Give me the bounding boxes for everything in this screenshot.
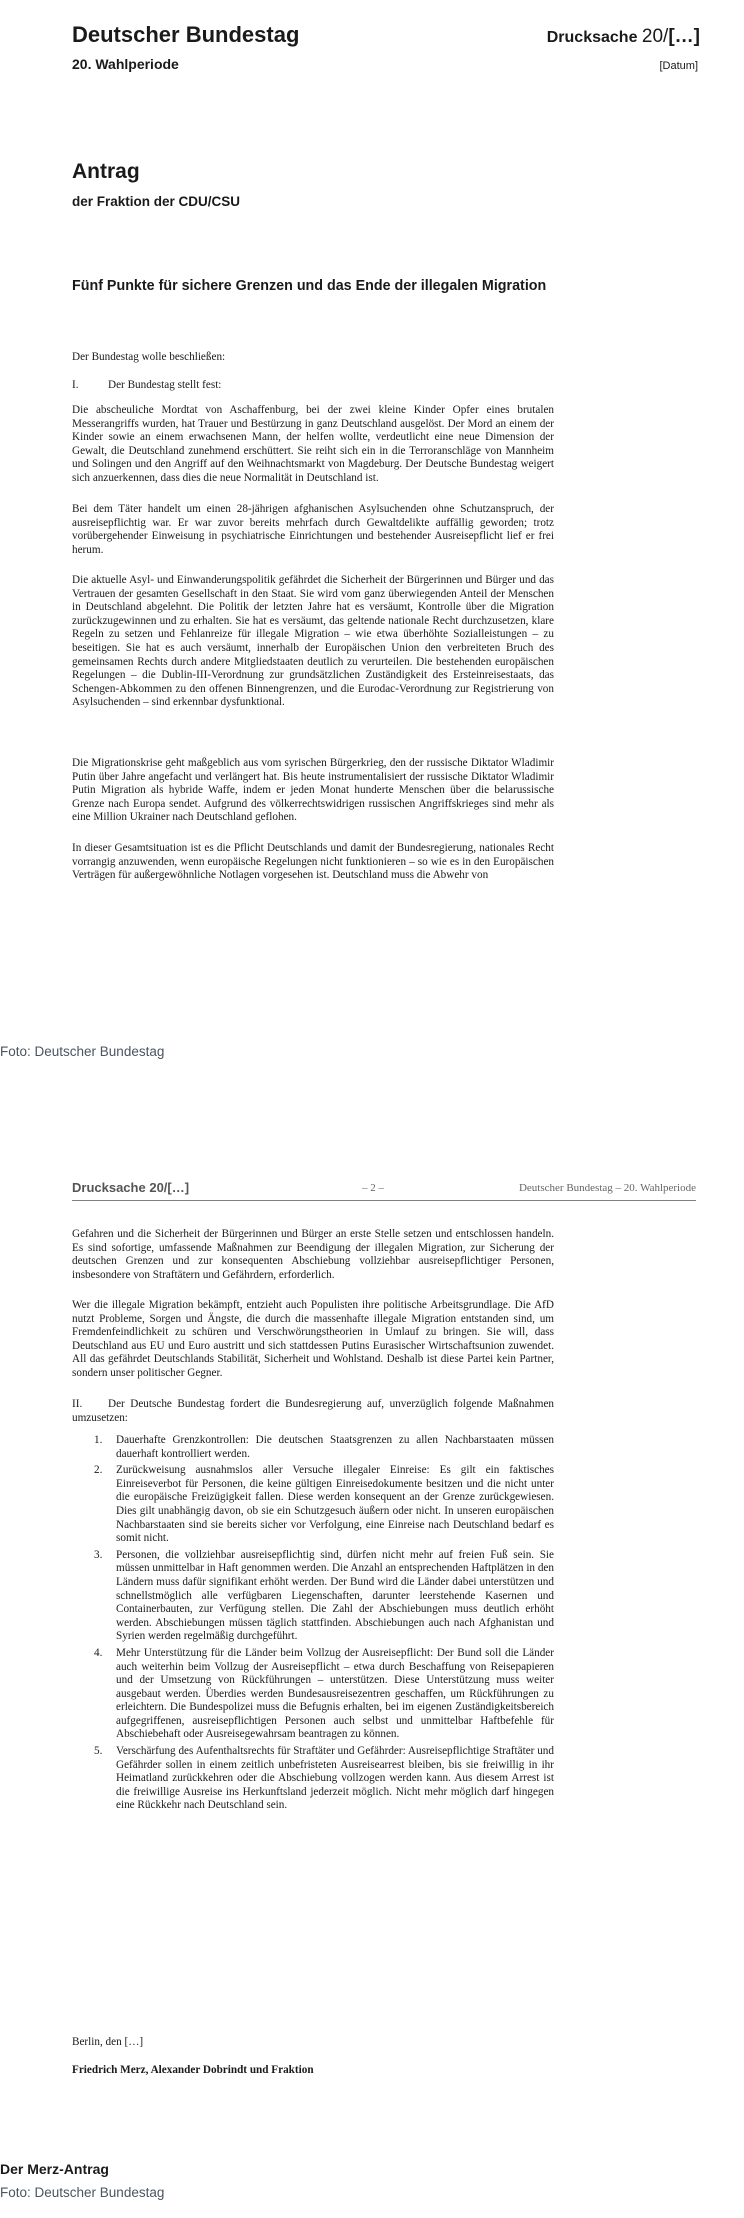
list-item bbox=[94, 1549, 554, 1644]
list-item-number: 4. bbox=[94, 1646, 103, 1659]
list-item-text: Dauerhafte Grenzkontrollen: Die deutschen Staatsgrenzen zu allen Nachbarstaaten müssen dauerhaft kontrolliert werden. bbox=[116, 1434, 554, 1460]
paragraph: In dieser Gesamtsituation ist es die Pflicht Deutschlands und damit der Bundesregierung, nationales Recht vorrangig anzuwenden, wenn europäische Regelungen nicht funktionieren – so wie es in den Europäischen Verträgen für außergewöhnliche Notlagen vorgesehen ist. Deutschland muss die Abwehr von bbox=[72, 842, 554, 882]
list-item-number: 1. bbox=[94, 1434, 103, 1446]
list-item bbox=[94, 1745, 554, 1813]
faction-line: der Fraktion der CDU/CSU bbox=[72, 194, 241, 209]
list-item-number: 3. bbox=[94, 1548, 103, 1561]
drucksache-label: Drucksache bbox=[546, 29, 638, 46]
section-number-1: I. bbox=[72, 379, 79, 391]
drucksache-number: 20/ bbox=[641, 26, 669, 47]
page-number: – 2 – bbox=[362, 1182, 384, 1194]
list-item-number: 5. bbox=[94, 1745, 103, 1758]
running-header-number: 20/[…] bbox=[149, 1180, 190, 1195]
article-caption-title: Der Merz-Antrag bbox=[0, 2161, 109, 2177]
paragraph: Wer die illegale Migration bekämpft, entzieht auch Populisten ihre politische Arbeitsgrundlage. Die AfD nutzt Probleme, Sorgen und Ängste, die durch die massenhafte illegale Migration entstanden sind, um Fremdenfeindlichkeit zu schüren und Verschwörungstheorien in Umlauf zu bringen. Sie will, dass Deutschland aus EU und Euro austritt und sich stattdessen Putins Eurasischer Wirtschaftsunion zuwendet. All das gefährdet Deutschlands Stabilität, Sicherheit und Wohlstand. Deshalb ist diese Partei kein Partner, sondern unser politischer Gegner. bbox=[72, 1299, 554, 1379]
document-type: Antrag bbox=[72, 160, 140, 183]
section-title-1: Der Bundestag stellt fest: bbox=[108, 379, 222, 391]
list-item-text: Verschärfung des Aufenthaltsrechts für Straftäter und Gefährder: Ausreisepflichtige Straftäter und Gefährder sollen in einem zeitlich unbefristeten Ausreisearrest bleiben, bis sie freiwillig in ihr Heimatland zurückkehren oder die Abschiebung vollzogen werden kann. Aus diesem Arrest ist die freiwillige Ausreise ins Herkunftsland jederzeit möglich. Nicht mehr möglich darf hingegen eine Rückkehr nach Deutschland sein. bbox=[116, 1745, 554, 1812]
list-item bbox=[94, 1464, 554, 1546]
resolution-intro: Der Bundestag wolle beschließen: bbox=[72, 351, 226, 363]
paragraph: Die abscheuliche Mordtat von Aschaffenburg, bei der zwei kleine Kinder Opfer eines brutalen Messerangriffs wurden, hat Trauer und Bestürzung in ganz Deutschland ausgelöst. Der Mord an einem der Kinder sowie an einem erwachsenen Mann, der helfen wollte, verdeutlicht eine neue Dimension der Gewalt, die Deutschland zunehmend erschüttert. Sie reiht sich ein in die Terroranschläge von Mannheim und Solingen und den Angriff auf den Weihnachtsmarkt von Magdeburg. Der Deutsche Bundestag weigert sich anzuerkennen, dass dies die neue Normalität in Deutschland ist. bbox=[72, 404, 554, 484]
running-header-chamber: Deutscher Bundestag – 20. Wahlperiode bbox=[518, 1182, 696, 1194]
paragraph: Die Migrationskrise geht maßgeblich aus vom syrischen Bürgerkrieg, den der russische Diktator Wladimir Putin über Jahre angefacht und verlängert hat. Bis heute instrumentalisiert der russische Diktator Wladimir Putin Migration als hybride Waffe, indem er jeden Monat hunderte Menschen über die belarussische Grenze nach Europa sendet. Aufgrund des völkerrechtswidrigen russischen Angriffskrieges sind mehr als eine Million Ukrainer nach Deutschland geflohen. bbox=[72, 757, 554, 824]
paragraph: Gefahren und die Sicherheit der Bürgerinnen und Bürger an erste Stelle setzen und entschlossen handeln. Es sind sofortige, umfassende Maßnahmen zur Beendigung der illegalen Migration, zur Sicherung der deutschen Grenzen und zur konsequenten Abschiebung vollziehbar ausreisepflichtiger Personen, insbesondere von Straftätern und Gefährdern, erforderlich. bbox=[72, 1228, 554, 1281]
paragraph: Die aktuelle Asyl- und Einwanderungspolitik gefährdet die Sicherheit der Bürgerinnen und Bürger und das Vertrauen der gesamten Gesellschaft in den Staat. Sie wird vom ganz überwiegenden Anteil der Menschen in Deutschland abgelehnt. Die Politik der letzten Jahre hat es versäumt, Kontrolle über die Migration zurückzugewinnen und zu erhalten. Sie hat es versäumt, das geltende nationale Recht durchzusetzen, klare Regeln zu setzen und Fehlanreize für illegale Migration – wie etwa überhöhte Sozialleistungen – zu beseitigen. Sie hat es auch versäumt, innerhalb der Europäischen Union den verbreiteten Bruch des gemeinsamen Rechts durch andere Mitgliedstaaten deutlich zu verurteilen. Die bestehenden europäischen Regelungen – die Dublin-III-Verordnung zur grundsätzlichen Zuständigkeit des Ersteinreisestaats, das Schengen-Abkommen zu den offenen Binnengrenzen, und die Eurodac-Verordnung zur Registrierung von Asylsuchenden – sind erkennbar dysfunktional. bbox=[72, 574, 554, 709]
list-item-number: 2. bbox=[94, 1464, 103, 1477]
list-item-text: Zurückweisung ausnahmslos aller Versuche illegaler Einreise: Es gilt ein faktisches Einreiseverbot für Personen, die keine gültigen Einreisedokumente besitzen und die nicht unter die europäische Freizügigkeit fallen. Diese werden konsequent an der Grenze zurückgewiesen. Dies gilt unabhängig davon, ob sie ein Schutzgesuch äußern oder nicht. In unseren europäischen Nachbarstaaten sind sie bereits sicher vor Verfolgung, eine Einreise nach Deutschland bedarf es somit nicht. bbox=[116, 1464, 554, 1545]
list-item bbox=[94, 1647, 554, 1742]
paragraph: Bei dem Täter handelt um einen 28-jährigen afghanischen Asylsuchenden ohne Schutzanspruch, der ausreisepflichtig war. Er war zuvor bereits mehrfach durch Gewaltdelikte auffällig geworden; trotz vorübergehender Einweisung in psychiatrische Einrichtungen und bestehender Ausreisepflicht lief er frei herum. bbox=[72, 503, 554, 556]
document-title: Fünf Punkte für sichere Grenzen und das Ende der illegalen Migration bbox=[72, 278, 547, 294]
signatories: Friedrich Merz, Alexander Dobrindt und Fraktion bbox=[72, 2064, 314, 2076]
bundestag-header-title: Deutscher Bundestag bbox=[72, 22, 300, 47]
list-item-text: Personen, die vollziehbar ausreisepflichtig sind, dürfen nicht mehr auf freien Fuß sein. Sie müssen unmittelbar in Haft genommen werden. Die Anzahl an entsprechenden Haftplätzen in den Ländern muss dafür signifikant erhöht werden. Der Bund wird die Länder dabei unterstützen und schnellstmöglich alle verfügbaren Liegenschaften, darunter leerstehende Kasernen und Containerbauten, zur Verfügung stellen. Die Zahl der Abschiebungen muss deutlich erhöht werden. Abschiebungen müssen täglich stattfinden. Abschiebungen auch nach Afghanistan und Syrien werden regelmäßig durchgeführt. bbox=[116, 1548, 554, 1643]
photo-credit: Foto: Deutscher Bundestag bbox=[0, 2185, 165, 2200]
section-text-2: Der Deutsche Bundestag fordert die Bundesregierung auf, unverzüglich folgende Maßnahmen umzusetzen: bbox=[72, 1398, 554, 1424]
wahlperiode-label: 20. Wahlperiode bbox=[72, 56, 179, 72]
drucksache-placeholder: […] bbox=[668, 26, 700, 47]
running-header bbox=[72, 1180, 696, 1201]
section-heading-1 bbox=[72, 379, 221, 391]
running-header-label: Drucksache bbox=[72, 1180, 146, 1195]
section-number-2: II. bbox=[72, 1398, 83, 1410]
drucksache-header bbox=[547, 26, 700, 48]
place-date: Berlin, den […] bbox=[72, 2036, 144, 2048]
photo-credit: Foto: Deutscher Bundestag bbox=[0, 1044, 165, 1059]
list-item-text: Mehr Unterstützung für die Länder beim Vollzug der Ausreisepflicht: Der Bund soll die Länder auch weiterhin beim Vollzug der Ausreisepflicht – etwa durch Beschaffung von Reisepapieren und der Umsetzung von Rückführungen – unterstützen. Diese Unterstützung muss weiter ausgebaut werden. Überdies werden Bundesausreisezentren geschaffen, um Rückführungen zu erleichtern. Die Bundespolizei muss die Befugnis erhalten, bei im eigenen Zuständigkeitsbereich aufgegriffenen, ausreisepflichtigen Personen auch selbst und unmittelbar Haftbefehle für Abschiebehaft oder Ausreisegewahrsam beantragen zu können. bbox=[116, 1646, 554, 1741]
measures-list bbox=[94, 1434, 554, 1816]
date-placeholder: [Datum] bbox=[659, 60, 698, 72]
list-item bbox=[94, 1434, 554, 1461]
section-heading-2 bbox=[72, 1398, 554, 1425]
running-header-drucksache bbox=[72, 1180, 189, 1195]
